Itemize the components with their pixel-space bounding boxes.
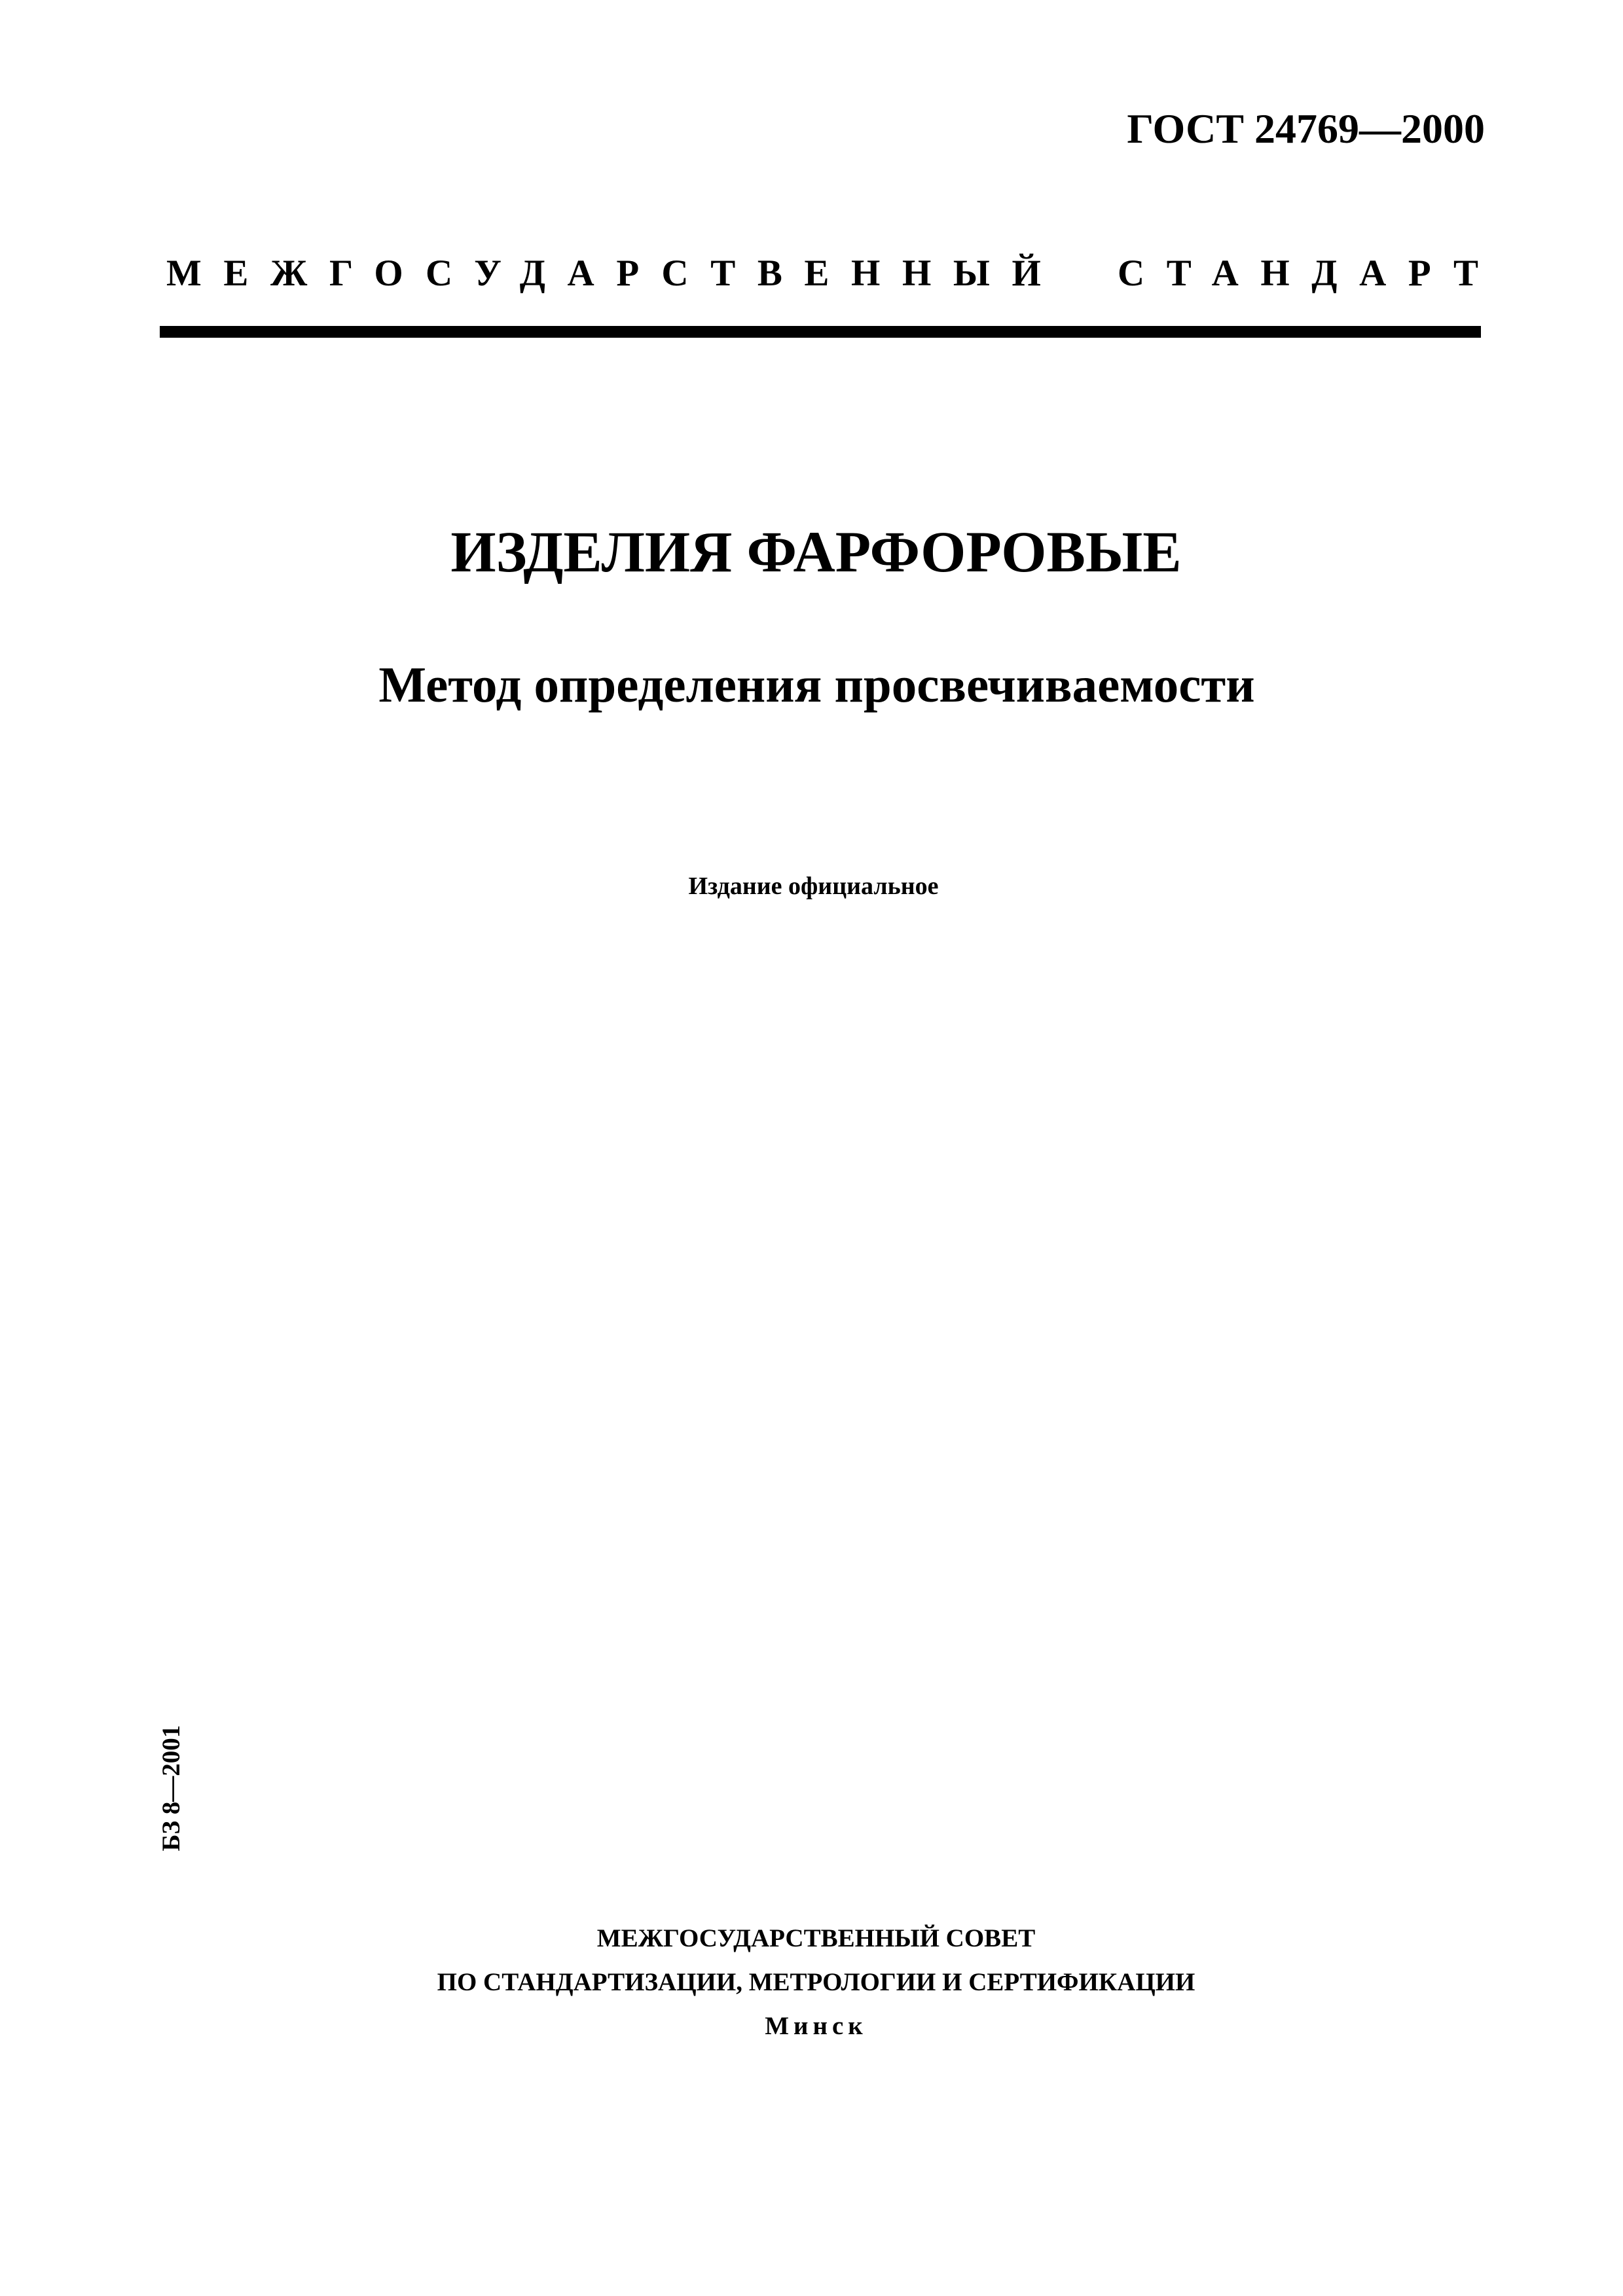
header-rule — [160, 326, 1481, 338]
publisher-block — [0, 1916, 1623, 2048]
document-title: ИЗДЕЛИЯ ФАРФОРОВЫЕ — [450, 520, 1182, 584]
publisher-line-1: МЕЖГОСУДАРСТВЕННЫЙ СОВЕТ — [596, 1924, 1036, 1952]
side-catalog-code: БЗ 8—2001 — [157, 1725, 185, 1852]
banner-word-standard: СТАНДАРТ — [1118, 253, 1501, 294]
publisher-city: Минск — [765, 2012, 867, 2040]
publisher-line-2: ПО СТАНДАРТИЗАЦИИ, МЕТРОЛОГИИ И СЕРТИФИКАЦИИ — [437, 1968, 1195, 1996]
document-subtitle: Метод определения просвечиваемости — [378, 656, 1255, 713]
edition-note: Издание официальное — [688, 872, 939, 900]
standard-type-banner — [162, 251, 1501, 296]
standard-number: ГОСТ 24769—2000 — [1127, 105, 1485, 152]
banner-word-interstate: МЕЖГОСУДАРСТВЕННЫЙ — [166, 253, 1063, 294]
